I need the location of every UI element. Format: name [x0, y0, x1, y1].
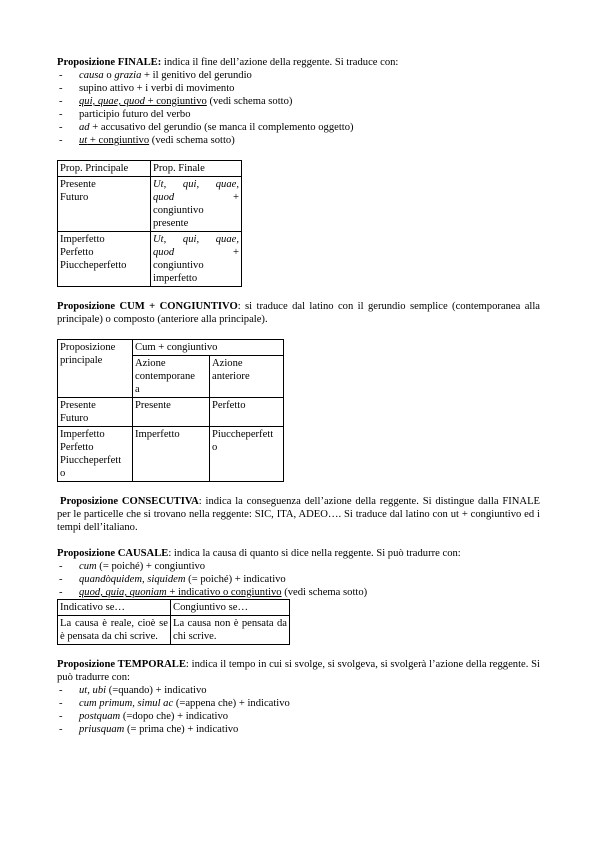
causale-intro: Proposizione CAUSALE: indica la causa di quanto si dice nella reggente. Si può tradurre con: — [57, 548, 461, 559]
table-header-cell: Indicativo se… — [58, 600, 171, 616]
table-cell: Ut, qui, quae, quod + congiuntivo presente — [151, 177, 242, 232]
consecutiva-title: Proposizione CONSECUTIVA — [60, 496, 199, 507]
cum-table — [57, 339, 284, 482]
list-item: - quod, quia, quoniam + indicativo o congiuntivo (vedi schema sotto) — [57, 586, 540, 599]
table-cell: Imperfetto — [133, 427, 210, 482]
temporale-title: Proposizione TEMPORALE — [57, 659, 186, 670]
finale-intro: Proposizione FINALE: indica il fine dell’azione della reggente. Si traduce con: — [57, 57, 399, 68]
document-page — [57, 56, 540, 736]
table-header-cell: Azione contemporane a — [133, 356, 210, 398]
table-header-cell: Proposizione principale — [58, 340, 133, 398]
table-cell: La causa non è pensata da chi scrive. — [171, 616, 290, 645]
table-cell: Piuccheperfett o — [210, 427, 284, 482]
table-cell: Imperfetto Perfetto Piuccheperfetto — [58, 232, 151, 287]
finale-table — [57, 160, 242, 287]
table-cell: La causa è reale, cioè se è pensata da chi scrive. — [58, 616, 171, 645]
table-header-cell: Cum + congiuntivo — [133, 340, 284, 356]
list-item: - ut, ubi (=quando) + indicativo — [57, 684, 540, 697]
finale-title: Proposizione FINALE: — [57, 57, 162, 68]
causale-table — [57, 599, 290, 645]
table-header-cell: Prop. Finale — [151, 161, 242, 177]
table-header-cell: Azione anteriore — [210, 356, 284, 398]
list-item: - causa o grazia + il genitivo del gerundio — [57, 69, 540, 82]
table-cell: Presente — [133, 398, 210, 427]
list-item: - postquam (=dopo che) + indicativo — [57, 710, 540, 723]
causale-list — [57, 560, 540, 599]
list-item: - participio futuro del verbo — [57, 108, 540, 121]
list-item: - priusquam (= prima che) + indicativo — [57, 723, 540, 736]
table-cell: Perfetto — [210, 398, 284, 427]
cum-title: Proposizione CUM + CONGIUNTIVO — [57, 301, 238, 312]
causale-title: Proposizione CAUSALE — [57, 548, 169, 559]
table-cell: Ut, qui, quae, quod + congiuntivo imperfetto — [151, 232, 242, 287]
table-header-cell: Prop. Principale — [58, 161, 151, 177]
table-cell: Imperfetto Perfetto Piuccheperfett o — [58, 427, 133, 482]
finale-list — [57, 69, 540, 147]
temporale-intro: Proposizione TEMPORALE: indica il tempo in cui si svolge, si svolgeva, si svolgerà l’azione della reggente. Si può tradurre con: — [57, 659, 540, 683]
cum-paragraph: Proposizione CUM + CONGIUNTIVO: si traduce dal latino con il gerundio semplice (contemporanea alla principale) o composto (anteriore alla principale). — [57, 301, 540, 325]
list-item: - cum primum, simul ac (=appena che) + indicativo — [57, 697, 540, 710]
table-cell: Presente Futuro — [58, 177, 151, 232]
consecutiva-paragraph: Proposizione CONSECUTIVA: indica la conseguenza dell’azione della reggente. Si distingue dalla FINALE per le particelle che si trovano nella reggente: SIC, ITA, ADEO…. Si traduce dal latino con ut + congiuntivo ed i tempi dell’italiano. — [57, 496, 541, 533]
temporale-list — [57, 684, 540, 736]
list-item: - qui, quae, quod + congiuntivo (vedi schema sotto) — [57, 95, 540, 108]
list-item: - quandòquidem, siquidem (= poiché) + indicativo — [57, 573, 540, 586]
table-cell: Presente Futuro — [58, 398, 133, 427]
list-item: - ut + congiuntivo (vedi schema sotto) — [57, 134, 540, 147]
list-item: - supino attivo + i verbi di movimento — [57, 82, 540, 95]
table-header-cell: Congiuntivo se… — [171, 600, 290, 616]
list-item: - ad + accusativo del gerundio (se manca il complemento oggetto) — [57, 121, 540, 134]
list-item: - cum (= poiché) + congiuntivo — [57, 560, 540, 573]
